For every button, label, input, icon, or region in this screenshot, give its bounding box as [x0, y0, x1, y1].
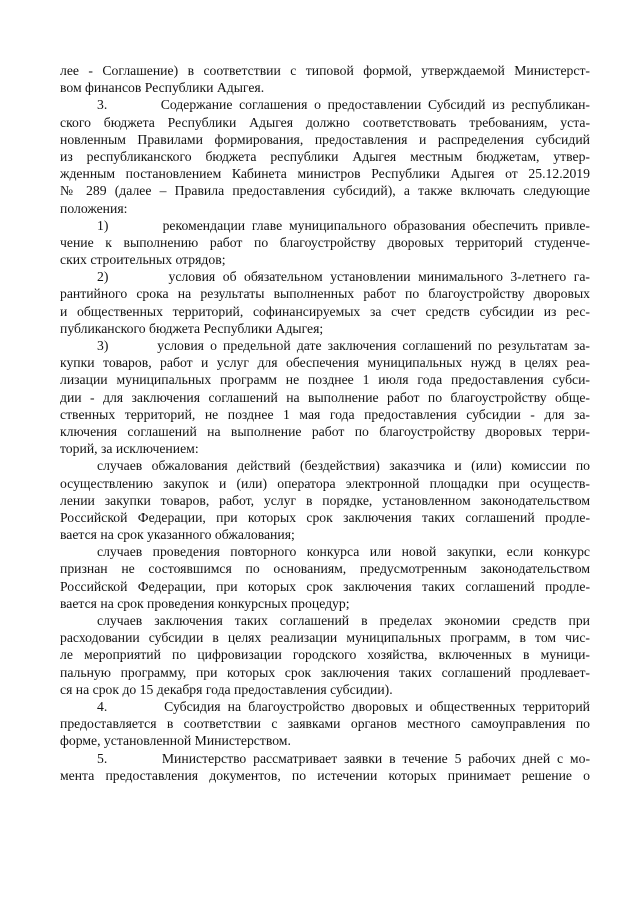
text-line: ся на срок до 15 декабря года предоставления субсидии).	[60, 681, 393, 697]
text-line: вается на срок указанного обжалования;	[60, 527, 295, 543]
text-line: случаев заключения таких соглашений в пределах экономии средств при	[97, 613, 590, 628]
text-line: ле мероприятий по цифровизации городского хозяйства, включенных в муници-	[60, 647, 590, 663]
text-line: 4. Субсидия на благоустройство дворовых и общественных территорий	[97, 698, 590, 714]
text-line: и общественных территорий, софинансируемых за счет средств субсидии из рес-	[60, 303, 590, 319]
text-line: публиканского бюджета Республики Адыгея;	[60, 320, 324, 336]
text-line: вом финансов Республики Адыгея.	[60, 80, 265, 96]
text-line: положения:	[60, 200, 128, 216]
text-line: 3. Содержание соглашения о предоставлении Субсидий из республикан-	[97, 97, 590, 113]
text-line: лении закупки товаров, работ, услуг в порядке, установленном законодательством	[60, 492, 590, 508]
text-line: 5. Министерство рассматривает заявки в течение 5 рабочих дней с мо-	[97, 750, 590, 766]
text-line: 3) условия о предельной дате заключения соглашений по результатам за-	[97, 338, 590, 353]
document-page	[60, 62, 590, 784]
text-line: новленным Правилами формирования, предоставления и распределения субсидий	[60, 131, 590, 147]
text-line: Российской Федерации, при которых срок заключения таких соглашений продле-	[60, 509, 590, 525]
text-line: ственных территорий, не позднее 1 мая года предоставления субсидии - для за-	[60, 406, 590, 422]
text-line: вается на срок проведения конкурсных процедур;	[60, 595, 350, 611]
text-line: 2) условия об обязательном установлении минимального 3-летнего га-	[97, 269, 590, 285]
text-line: лизации муниципальных программ не позднее 1 июля года предоставления субси-	[60, 372, 590, 388]
text-line: признан не состоявшимся по основаниям, предусмотренным законодательством	[60, 561, 590, 577]
text-line: мента предоставления документов, по истечении которых принимает решение о	[60, 767, 590, 783]
text-line: предоставляется в соответствии с заявками органов местного самоуправления по	[60, 716, 590, 732]
text-line: Российской Федерации, при которых срок заключения таких соглашений продле-	[60, 578, 590, 594]
text-line: случаев проведения повторного конкурса или новой закупки, если конкурс	[97, 544, 590, 560]
text-line: из республиканского бюджета республики Адыгея местным бюджетам, утвер-	[60, 148, 590, 164]
text-line: форме, установленной Министерством.	[60, 733, 291, 749]
text-line: осуществлению закупок и (или) оператора электронной площадки при осуществ-	[60, 475, 590, 491]
text-line: торий, за исключением:	[60, 441, 199, 457]
text-line: дии - для заключения соглашений на выполнение работ по благоустройству обще-	[60, 389, 590, 405]
text-line: 1) рекомендации главе муниципального образования обеспечить привле-	[97, 217, 590, 233]
text-line: пальную программу, при которых срок заключения таких соглашений продлевает-	[60, 664, 590, 680]
text-line: расходовании субсидии в целях реализации муниципальных программ, в том чис-	[60, 630, 590, 646]
text-line: жденным постановлением Кабинета министров Республики Адыгея от 25.12.2019	[60, 166, 590, 182]
text-line: лее - Соглашение) в соответствии с типовой формой, утверждаемой Министерст-	[60, 63, 590, 78]
text-line: чение к выполнению работ по благоустройству дворовых территорий студенче-	[60, 234, 590, 250]
text-line: ключения соглашений на выполнение работ по благоустройству дворовых терри-	[60, 423, 590, 439]
text-line: ского бюджета Республики Адыгея должно соответствовать требованиям, уста-	[60, 114, 590, 130]
text-line: рантийного срока на результаты выполненных работ по благоустройству дворовых	[60, 286, 590, 302]
text-line: № 289 (далее – Правила предоставления субсидий), а также включать следующие	[60, 183, 590, 199]
text-line: ских строительных отрядов;	[60, 252, 226, 268]
text-line: случаев обжалования действий (бездействия) заказчика и (или) комиссии по	[97, 458, 590, 474]
text-line: купки товаров, работ и услуг для обеспечения муниципальных нужд в целях реа-	[60, 355, 590, 371]
